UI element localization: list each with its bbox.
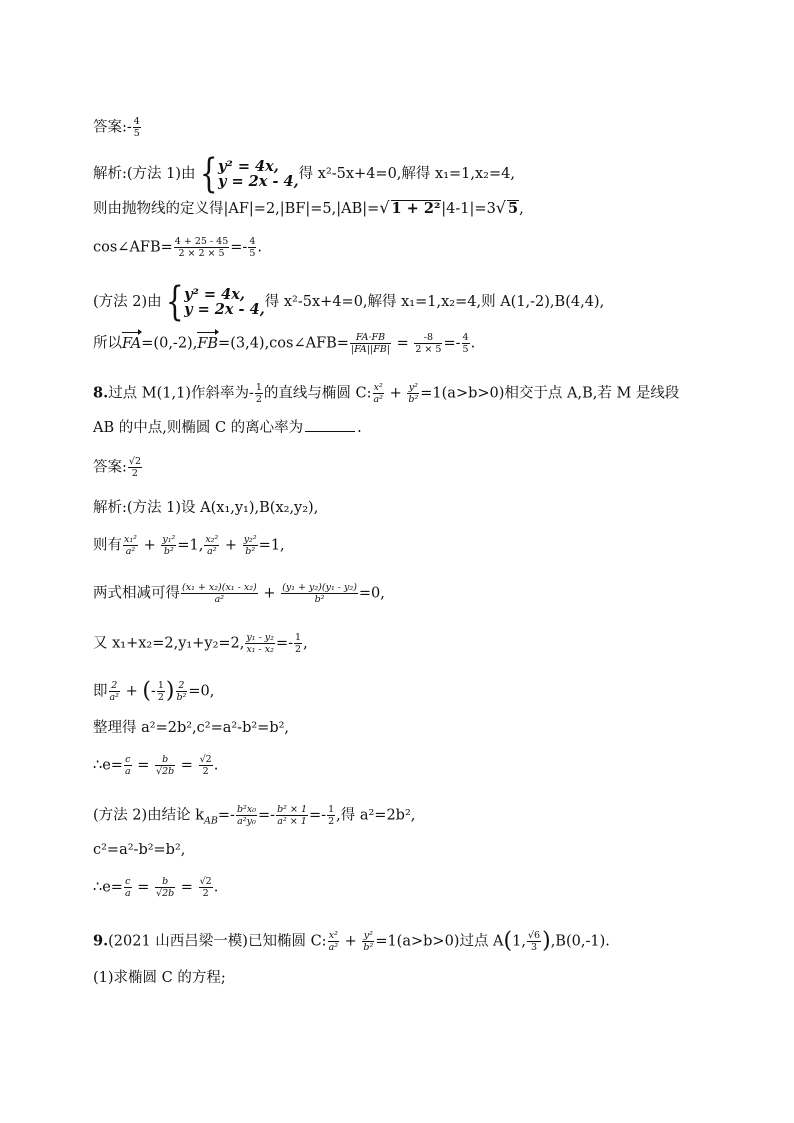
q7-solution-method1: 解析:(方法 1)由 { y² = 4x, y = 2x - 4, 得 x²-5x+4=0,解得 x₁=1,x₂=4,	[93, 151, 515, 197]
q8-solution-1: 解析:(方法 1)设 A(x₁,y₁),B(x₂,y₂),	[93, 500, 319, 516]
q8-solution-4: 又 x₁+x₂=2,y₁+y₂=2, $\frac{\text{y₁ - y₂}}{\text{x₁ - x₂}}$ =- $\frac{1}{2}$ ,	[93, 632, 308, 655]
q8-solution-10: ∴e= $\frac{c}{a}$ = $\frac{b}{√2b}$ = $\frac{√2}{2}$ .	[93, 876, 219, 899]
q8-method2: (方法 2)由结论 $k_{AB}=-$ $\frac{\text{b²x₀}}{\text{a²y₀}}$ =- $\frac{\text{b² × 1}}{\text{a² × 1}}$ =- $\frac{1}{2}$ ,得 a²=2b²,	[93, 804, 416, 827]
q8-solution-6: 整理得 a²=2b²,c²=a²-b²=b²,	[93, 720, 290, 736]
q8-solution-7: ∴e= $\frac{c}{a}$ = $\frac{b}{√2b}$ = $\frac{√2}{2}$ .	[93, 754, 219, 777]
q8-solution-2: 则有 $\frac{\text{x₁²}}{\text{a²}}$ + $\frac{\text{y₁²}}{\text{b²}}$ =1, $\frac{\text{x₂²}}{\text{a²}}$ + $\frac{\text{y₂²}}{\text{b²}}$ =1,	[93, 534, 285, 557]
q8-solution-5: 即 $\frac{2}{\text{a²}}$ + (- $\frac{1}{2}$ ) $\frac{2}{\text{b²}}$ =0,	[93, 678, 215, 704]
q7-solution-method2: (方法 2)由 { y² = 4x, y = 2x - 4, 得 x²-5x+4=0,解得 x₁=1,x₂=4,则 A(1,-2),B(4,4),	[93, 279, 605, 325]
q7-vector-line: 所以FA=(0,-2),FB=(3,4),cos∠AFB= $\frac{FA\cdot FB}{|FA||FB|}$ = $\frac{-8}{2 \times 5}$ =- $\frac{4}{5}$ .	[93, 332, 476, 355]
q9-part1: (1)求椭圆 C 的方程;	[93, 970, 226, 986]
q7-cos-line: cos∠AFB= $\frac{4 + 25 - 45}{2 \times 2 \times 5}$ =- $\frac{4}{5}$ .	[93, 236, 262, 259]
q8-answer: 答案: $\frac{√2}{2}$	[93, 456, 141, 479]
equation-system: { y² = 4x, y = 2x - 4,	[165, 279, 265, 325]
q7-solution-line2: 则由抛物线的定义得|AF|=2,|BF|=5,|AB|=√ 1 + 2²|4-1|=3√ 5,	[93, 198, 524, 217]
equation-system: { y² = 4x, y = 2x - 4,	[199, 151, 299, 197]
q8-stem: 8.过点 M(1,1)作斜率为- $\frac{1}{2}$ 的直线与椭圆 C: $\frac{\text{x²}}{\text{a²}}$ + $\frac{\text{y²}}{\text{b²}}$ =1(a>b>0)相交于点 A,B,若 M 是线段	[93, 382, 680, 405]
answer-label: 答案:-	[93, 119, 132, 136]
q8-stem-line2: AB 的中点,则椭圆 C 的离心率为 .	[93, 420, 362, 436]
answer-fraction: $\frac{4}{5}$	[133, 116, 140, 139]
q7-answer	[93, 116, 142, 139]
q8-solution-3: 两式相减可得 $\frac{\text{(x₁ + x₂)(x₁ - x₂)}}{\text{a²}}$ + $\frac{\text{(y₁ + y₂)(y₁ - y₂)}}{\text{b²}}$ =0,	[93, 582, 385, 605]
answer-blank	[305, 431, 355, 432]
q8-solution-9: c²=a²-b²=b²,	[93, 842, 186, 858]
q9-stem: 9.(2021 山西吕梁一模)已知椭圆 C: $\frac{\text{x²}}{\text{a²}}$ + $\frac{\text{y²}}{\text{b²}}$ =1(a>b>0)过点 A(1, $\frac{√6}{3}$ ),B(0,-1).	[93, 928, 610, 954]
